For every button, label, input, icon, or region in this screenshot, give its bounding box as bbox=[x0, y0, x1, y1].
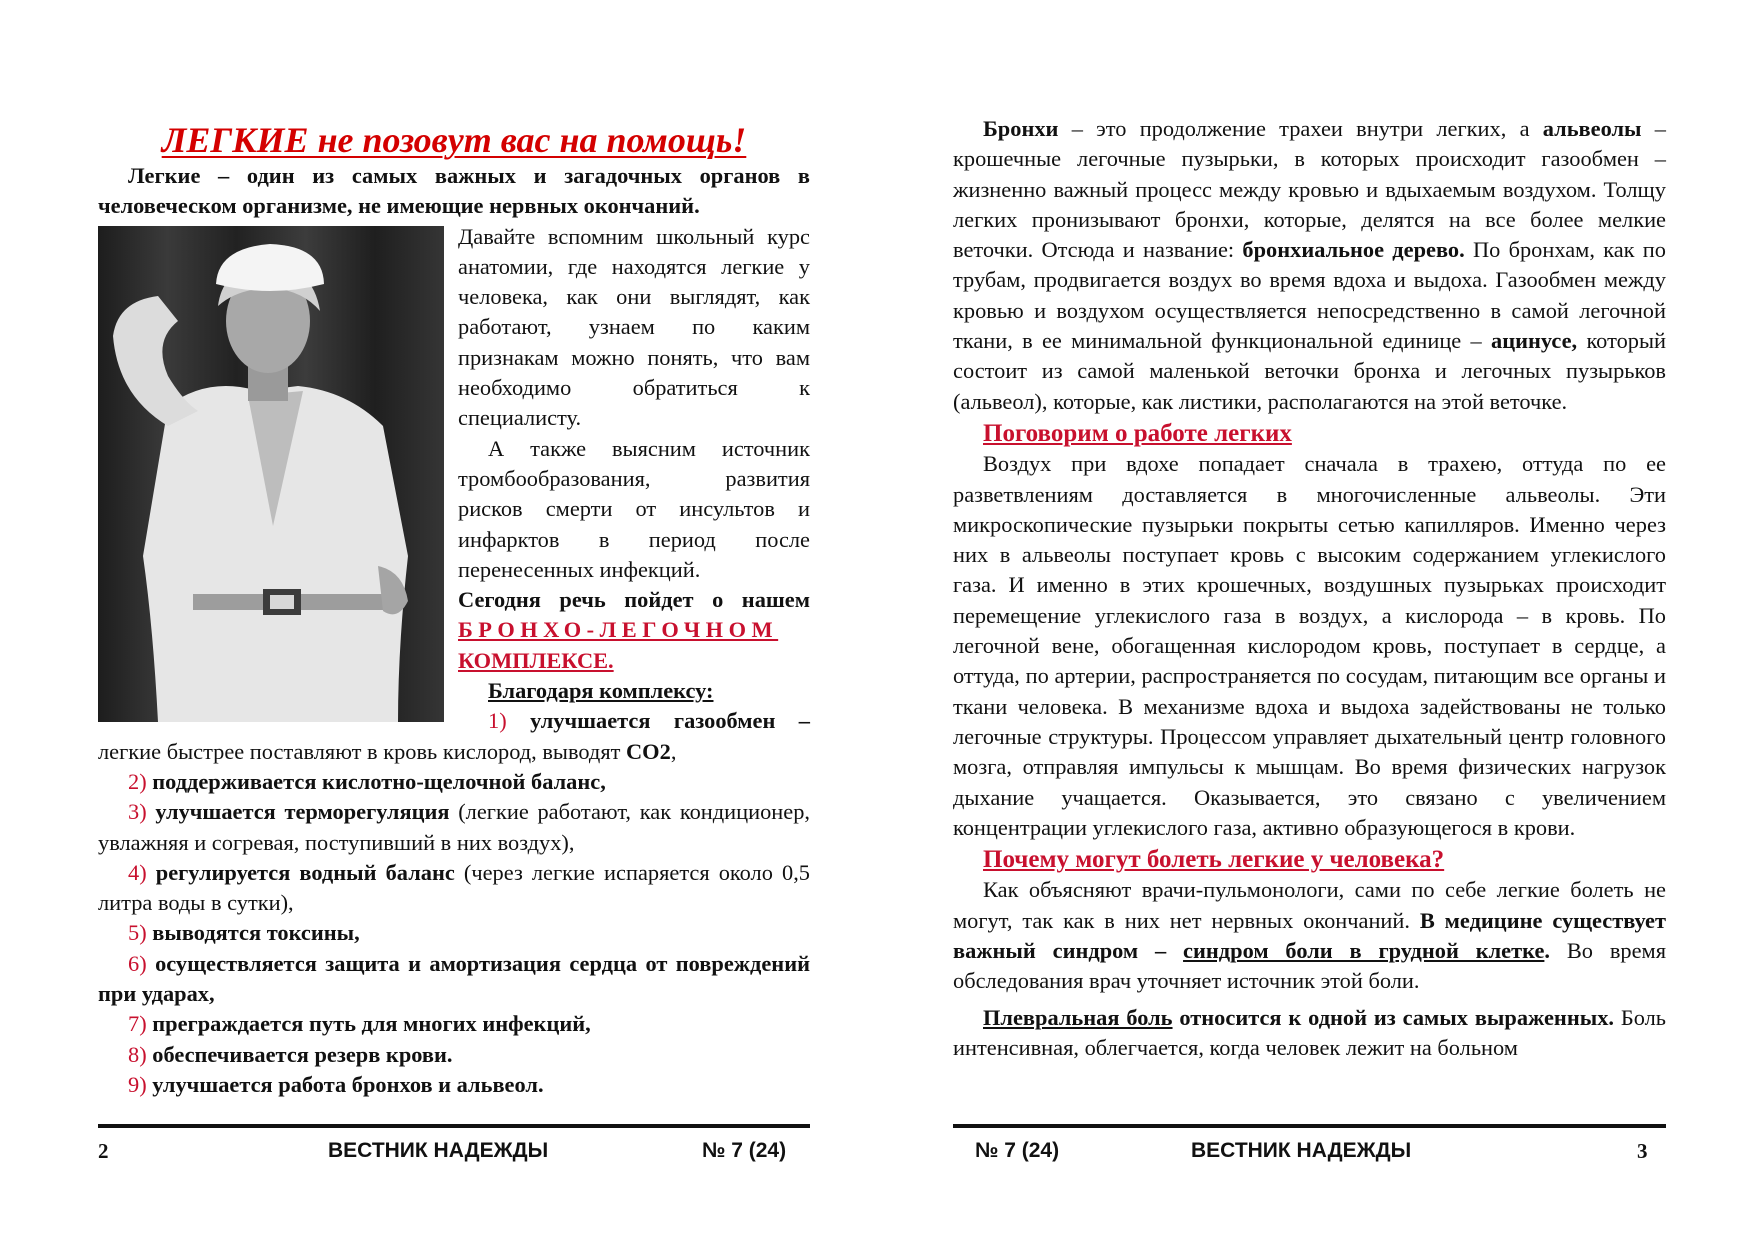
text-run: – это продолжение трахеи внутри легких, а bbox=[1058, 116, 1543, 141]
term-bronchi: Бронхи bbox=[983, 116, 1059, 141]
term-bronchial-tree: бронхиальное дерево. bbox=[1242, 237, 1465, 263]
co2-label: СО2 bbox=[626, 738, 671, 764]
benefit-bold: регулируется водный баланс bbox=[155, 859, 455, 885]
complex-name-line2: КОМПЛЕКСЕ. bbox=[458, 647, 614, 673]
benefit-bold: выводятся токсины, bbox=[152, 920, 360, 946]
benefit-item bbox=[98, 949, 810, 1010]
benefit-rest: (через легкие испаряется около 0,5 литра воды в сутки), bbox=[98, 859, 810, 916]
lung-work-paragraph: Воздух при вдохе попадает сначала в трахею, оттуда по ее разветвлениям доставляется в многочисленные альвеолы. Эти микроскопические пузырьки покрыты сетью капилляров. Именно через них в альвеолы поступает кровь с высоким содержанием углекислого газа. И именно в этих крошечных, воздушных пузырьках происходит перемещение углекислого газа в воздух, а кислорода – в кровь. По легочной вене, обогащенная кислородом кровь, поступает в сердце, а оттуда, по артерии, распространяется по сосудам, питающим все органы и ткани человека. В механизме вдоха и выдоха задействованы не только легочные структуры. Процессом управляет дыхательный центр головного мозга, отправляя импульсы к мышцам. Во время физических нагрузок дыхание учащается. Оказывается, это связано с увеличением концентрации углекислого газа, активно образующегося в крови. bbox=[953, 451, 1666, 840]
benefits-heading: Благодаря комплексу: bbox=[488, 678, 714, 704]
benefit-bold: поддерживается кислотно-щелочной баланс, bbox=[152, 768, 606, 794]
issue-number: № 7 (24) bbox=[702, 1139, 787, 1162]
benefit-bold: обеспечивается резерв крови. bbox=[152, 1041, 453, 1067]
benefit-tail: , bbox=[670, 738, 677, 764]
portrait-illustration bbox=[98, 226, 444, 722]
term-chest-pain-syndrome: синдром боли в грудной клетке bbox=[1183, 938, 1545, 964]
article-lead: Легкие – один из самых важных и загадочных органов в человеческом организме, не имеющие нервных окончаний. bbox=[98, 163, 810, 219]
text-run: В медицине существует важный синдром – bbox=[953, 907, 1666, 964]
text-run: который состоит из самой маленькой веточки бронха и легочных пузырьков (альвеол), которые, как листики, располагаются на этой веточке. bbox=[953, 328, 1666, 414]
benefit-item bbox=[98, 767, 810, 797]
benefit-number: 3) bbox=[128, 799, 147, 825]
benefit-number: 9) bbox=[128, 1071, 147, 1097]
pain-paragraph bbox=[953, 875, 1666, 996]
right-page bbox=[877, 0, 1755, 1241]
benefit-rest: легкие быстрее поставляют в кровь кислород, выводят bbox=[98, 738, 627, 764]
benefit-bold: улучшается работа бронхов и альвеол. bbox=[152, 1071, 544, 1097]
page-number: 2 bbox=[98, 1139, 109, 1163]
complex-name-line1: БРОНХО-ЛЕГОЧНОМ bbox=[458, 617, 779, 643]
benefit-number: 2) bbox=[128, 768, 147, 794]
article-para2: А также выясним источник тромбообразования, развития рисков смерти от инсультов и инфарктов в период после перенесенных инфекций. bbox=[458, 435, 810, 582]
benefit-number: 6) bbox=[128, 950, 147, 976]
benefit-item bbox=[98, 918, 810, 948]
text-run: Боль интенсивная, облегчается, когда человек лежит на больном bbox=[953, 1004, 1666, 1060]
footer-rule bbox=[953, 1124, 1666, 1128]
journal-name: ВЕСТНИК НАДЕЖДЫ bbox=[328, 1139, 549, 1162]
benefit-bold: улучшается газообмен – bbox=[530, 708, 810, 734]
issue-number: № 7 (24) bbox=[975, 1139, 1060, 1162]
benefit-number: 4) bbox=[128, 859, 147, 885]
text-run: Во время обследования врач уточняет источник этой боли. bbox=[953, 938, 1666, 994]
benefit-item bbox=[98, 1040, 810, 1070]
woman-portrait-photo bbox=[98, 226, 444, 722]
benefit-number: 1) bbox=[488, 708, 507, 734]
benefit-bold: осуществляется защита и амортизация сердца от повреждений при ударах, bbox=[98, 950, 810, 1007]
benefit-rest: (легкие работают, как кондиционер, увлажняя и согревая, поступивший в них воздух), bbox=[98, 799, 810, 855]
left-page bbox=[0, 0, 877, 1241]
text-run: . bbox=[1544, 938, 1551, 964]
benefit-number: 7) bbox=[128, 1011, 147, 1037]
section-heading-lung-work: Поговорим о работе легких bbox=[983, 419, 1292, 447]
article-title: ЛЕГКИЕ не позовут вас на помощь! bbox=[161, 120, 747, 160]
article-para1: Давайте вспомним школьный курс анатомии, где находятся легкие у человека, как они выглядят, как работают, узнаем по каким признакам можно понять, что вам необходимо обратиться к специалисту. bbox=[458, 223, 810, 431]
footer-rule bbox=[98, 1124, 810, 1128]
benefit-item bbox=[98, 858, 810, 919]
right-article-column bbox=[953, 114, 1666, 1063]
page-number: 3 bbox=[1637, 1139, 1648, 1163]
benefit-item bbox=[98, 797, 810, 858]
text-run: относится к одной из самых выраженных. bbox=[1172, 1004, 1614, 1030]
benefit-bold: преграждается путь для многих инфекций, bbox=[152, 1011, 591, 1037]
benefit-item bbox=[98, 1009, 810, 1039]
text-run: – крошечные легочные пузырьки, в которых происходит газообмен – жизненно важный процесс между кровью и вдыхаемым воздухом. Толщу легких пронизывают бронхи, которые, делятся на все более мелкие веточки. Отсюда и название: bbox=[953, 116, 1666, 263]
term-alveoli: альвеолы bbox=[1542, 116, 1642, 141]
benefit-number: 8) bbox=[128, 1041, 147, 1067]
term-acinus: ацинусе, bbox=[1491, 328, 1578, 354]
journal-name: ВЕСТНИК НАДЕЖДЫ bbox=[1191, 1139, 1412, 1162]
term-pleural-pain: Плевральная боль bbox=[983, 1004, 1173, 1030]
benefit-item bbox=[98, 1070, 810, 1100]
left-article-column bbox=[98, 118, 810, 1100]
text-run: Как объясняют врачи-пульмонологи, сами по себе легкие болеть не могут, так как в них нет нервных окончаний. bbox=[953, 877, 1666, 933]
today-text: Сегодня речь пойдет о нашем bbox=[458, 587, 810, 613]
section-heading-why-hurt: Почему могут болеть легкие у человека? bbox=[983, 846, 1445, 874]
bronchi-paragraph bbox=[953, 114, 1666, 417]
pleural-paragraph bbox=[953, 1003, 1666, 1064]
benefit-number: 5) bbox=[128, 920, 147, 946]
text-run: По бронхам, как по трубам, продвигается воздух во время вдоха и выдоха. Газообмен между кровью и воздухом осуществляется непосредственно в самой легочной ткани, в ее минимальной функциональной единице – bbox=[953, 237, 1666, 354]
benefit-bold: улучшается терморегуляция bbox=[155, 799, 450, 825]
